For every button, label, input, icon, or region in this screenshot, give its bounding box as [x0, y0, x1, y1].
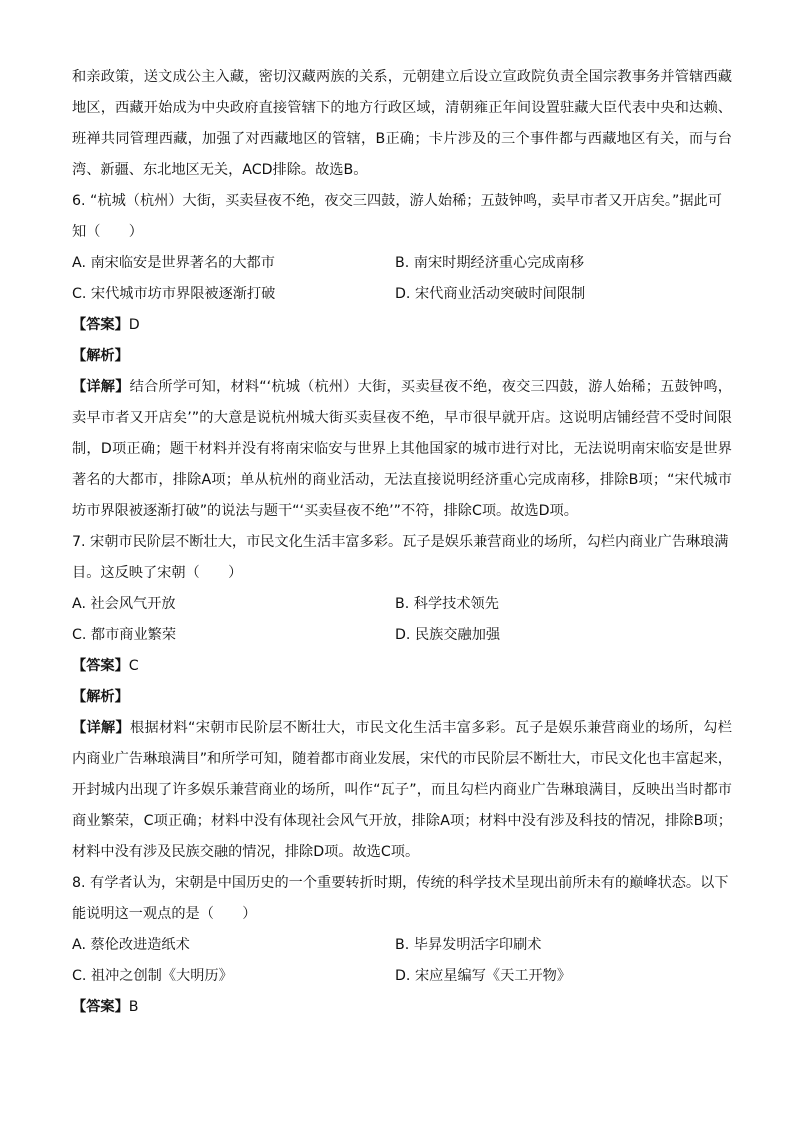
answer-value: D	[128, 317, 140, 333]
analysis-label: 解析	[86, 348, 115, 364]
answer-value: B	[128, 999, 139, 1015]
question-6	[72, 186, 732, 527]
options-grid	[72, 589, 732, 651]
answer-value: C	[128, 658, 139, 674]
analysis-line: 【解析】	[72, 348, 129, 364]
option-a: A. 南宋临安是世界著名的大都市	[72, 255, 275, 271]
analysis-line: 【解析】	[72, 689, 129, 705]
intro-paragraph: 和亲政策，送文成公主入藏，密切汉藏两族的关系，元朝建立后设立宣政院负责全国宗教事务并管辖西藏地区，西藏开始成为中央政府直接管辖下的地方行政区域，清朝雍正年间设置驻藏大臣代表中央和达赖、班禅共同管理西藏，加强了对西藏地区的管辖，B正确；卡片涉及的三个事件都与西藏地区有关，而与台湾、新疆、东北地区无关，ACD排除。故选B。	[72, 69, 732, 178]
question-stem: 8. 有学者认为，宋朝是中国历史的一个重要转折时期，传统的科学技术呈现出前所未有的巅峰状态。以下能说明这一观点的是（ ）	[72, 875, 729, 922]
analysis-label: 解析	[86, 689, 115, 705]
answer-line: 【答案】B	[72, 999, 139, 1015]
detail-paragraph: 【详解】根据材料“宋朝市民阶层不断壮大，市民文化生活丰富多彩。瓦子是娱乐兼营商业的场所，勾栏内商业广告琳琅满目”和所学可知，随着都市商业发展，宋代的市民阶层不断壮大，市民文化也丰富起来，开封城内出现了许多娱乐兼营商业的场所，叫作“瓦子”，而且勾栏内商业广告琳琅满目，反映出当时都市商业繁荣，C项正确；材料中没有体现社会风气开放，排除A项；材料中没有涉及科技的情况，排除B项；材料中没有涉及民族交融的情况，排除D项。故选C项。	[72, 720, 732, 860]
option-b: B. 毕昇发明活字印刷术	[395, 937, 542, 953]
answer-label: 答案	[86, 658, 115, 674]
question-8	[72, 868, 732, 1023]
option-d: D. 宋代商业活动突破时间限制	[395, 286, 586, 302]
option-b: B. 科学技术领先	[395, 596, 499, 612]
detail-text: 根据材料“宋朝市民阶层不断壮大，市民文化生活丰富多彩。瓦子是娱乐兼营商业的场所，勾栏内商业广告琳琅满目”和所学可知，随着都市商业发展，宋代的市民阶层不断壮大，市民文化也丰富起来，开封城内出现了许多娱乐兼营商业的场所，叫作“瓦子”，而且勾栏内商业广告琳琅满目，反映出当时都市商业繁荣，C项正确；材料中没有体现社会风气开放，排除A项；材料中没有涉及科技的情况，排除B项；材料中没有涉及民族交融的情况，排除D项。故选C项。	[72, 720, 732, 860]
option-d: D. 宋应星编写《天工开物》	[395, 968, 572, 984]
document-page	[72, 62, 732, 1023]
question-stem: 6. “杭城（杭州）大街，买卖昼夜不绝，夜交三四鼓，游人始稀；五鼓钟鸣，卖早市者又开店矣。”据此可知（ ）	[72, 193, 722, 240]
option-d: D. 民族交融加强	[395, 627, 501, 643]
detail-label: 详解	[86, 379, 116, 395]
answer-label: 答案	[86, 999, 115, 1015]
option-a: A. 社会风气开放	[72, 596, 176, 612]
option-c: C. 祖冲之创制《大明历》	[72, 968, 233, 984]
answer-line: 【答案】C	[72, 658, 139, 674]
question-7	[72, 527, 732, 868]
detail-label: 详解	[86, 720, 116, 736]
options-grid	[72, 248, 732, 310]
option-b: B. 南宋时期经济重心完成南移	[395, 255, 585, 271]
answer-line: 【答案】D	[72, 317, 140, 333]
detail-paragraph: 【详解】结合所学可知，材料“‘杭城（杭州）大街，买卖昼夜不绝，夜交三四鼓，游人始稀；五鼓钟鸣，卖早市者又开店矣’”的大意是说杭州城大街买卖昼夜不绝，早市很早就开店。这说明店铺经营不受时间限制，D项正确；题干材料并没有将南宋临安与世界上其他国家的城市进行对比，无法说明南宋临安是世界著名的大都市，排除A项；单从杭州的商业活动，无法直接说明经济重心完成南移，排除B项；“宋代城市坊市界限被逐渐打破”的说法与题干“‘买卖昼夜不绝’”不符，排除C项。故选D项。	[72, 379, 732, 519]
option-c: C. 都市商业繁荣	[72, 627, 177, 643]
option-a: A. 蔡伦改进造纸术	[72, 937, 190, 953]
option-c: C. 宋代城市坊市界限被逐渐打破	[72, 286, 276, 302]
options-grid	[72, 930, 732, 992]
question-stem: 7. 宋朝市民阶层不断壮大，市民文化生活丰富多彩。瓦子是娱乐兼营商业的场所，勾栏内商业广告琳琅满目。这反映了宋朝（ ）	[72, 534, 729, 581]
detail-text: 结合所学可知，材料“‘杭城（杭州）大街，买卖昼夜不绝，夜交三四鼓，游人始稀；五鼓钟鸣，卖早市者又开店矣’”的大意是说杭州城大街买卖昼夜不绝，早市很早就开店。这说明店铺经营不受时间限制，D项正确；题干材料并没有将南宋临安与世界上其他国家的城市进行对比，无法说明南宋临安是世界著名的大都市，排除A项；单从杭州的商业活动，无法直接说明经济重心完成南移，排除B项；“宋代城市坊市界限被逐渐打破”的说法与题干“‘买卖昼夜不绝’”不符，排除C项。故选D项。	[72, 379, 732, 519]
answer-label: 答案	[86, 317, 115, 333]
